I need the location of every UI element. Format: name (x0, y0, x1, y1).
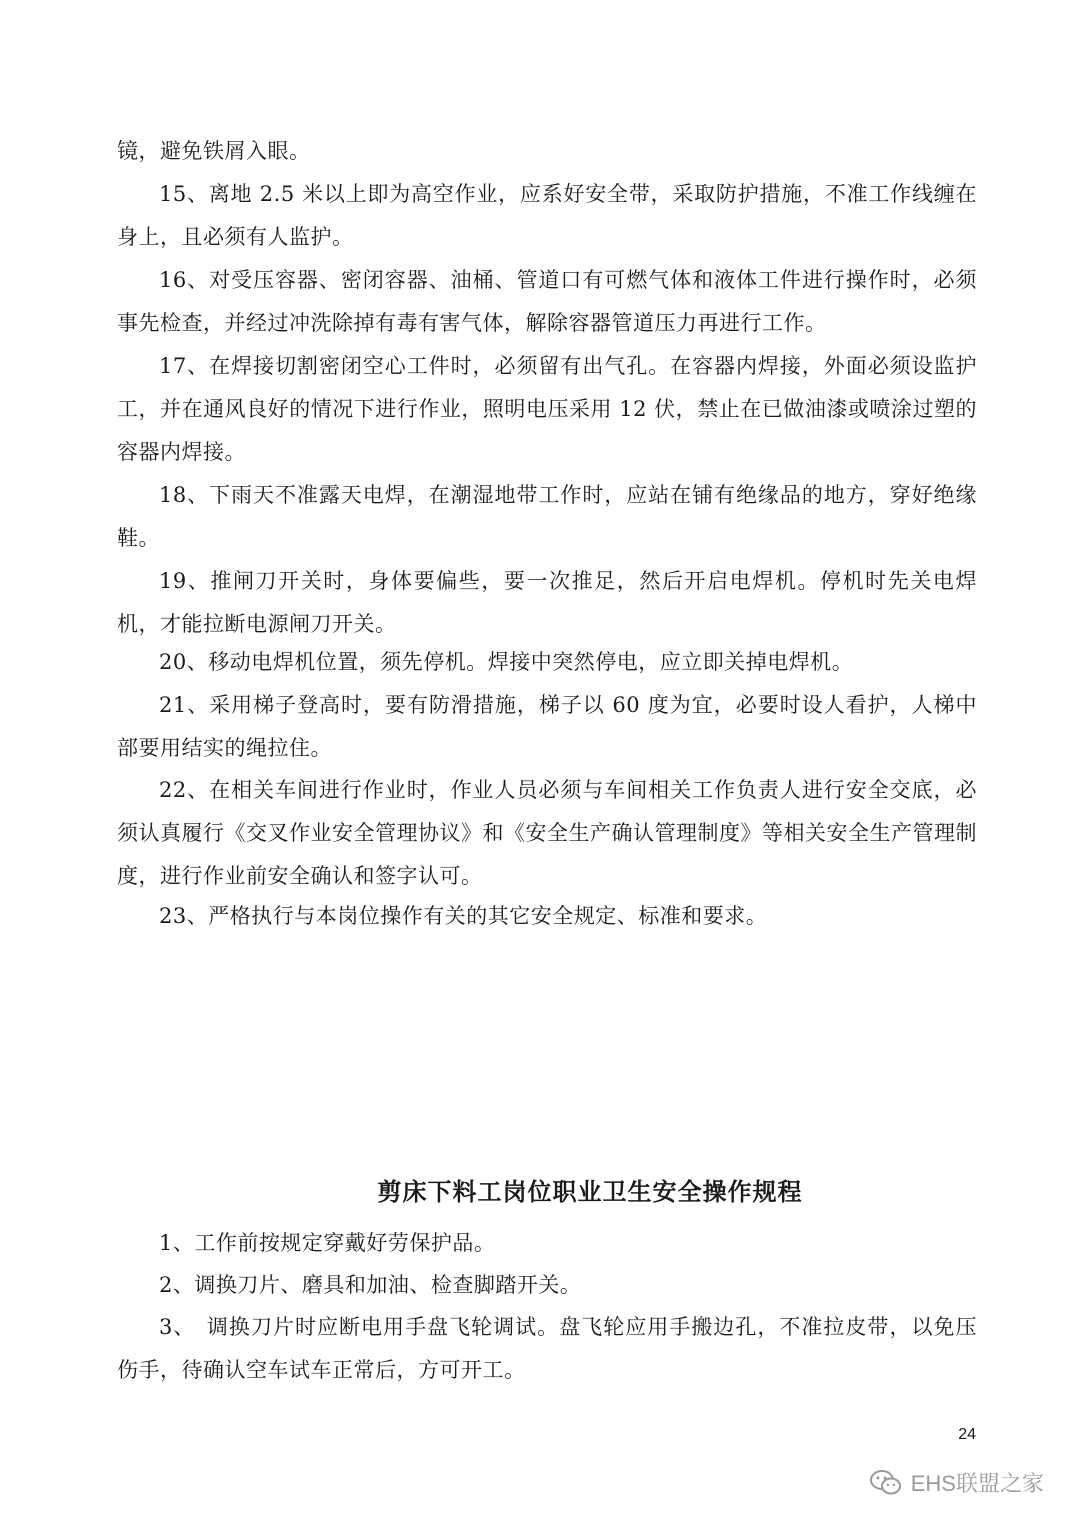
rule-item-19: 19、推闸刀开关时，身体要偏些，要一次推足，然后开启电焊机。停机时先关电焊机，才能拉断电源闸刀开关。 (117, 569, 977, 636)
watermark (869, 1467, 1044, 1498)
rule-item-17: 17、在焊接切割密闭空心工件时，必须留有出气孔。在容器内焊接，外面必须设监护工，并在通风良好的情况下进行作业，照明电压采用 12 伏，禁止在已做油漆或喷涂过塑的容器内焊接。 (117, 354, 977, 464)
section-item-1: 1、工作前按规定穿戴好劳保护品。 (159, 1231, 496, 1255)
page-number: 24 (958, 1426, 976, 1443)
section-item-2: 2、调换刀片、磨具和加油、检查脚踏开关。 (159, 1273, 582, 1297)
continuation-text: 镜，避免铁屑入眼。 (117, 139, 311, 163)
rule-item-20: 20、移动电焊机位置，须先停机。焊接中突然停电，应立即关掉电焊机。 (159, 650, 854, 674)
section-title: 剪床下料工岗位职业卫生安全操作规程 (377, 1177, 803, 1206)
rule-item-18: 18、下雨天不准露天电焊，在潮湿地带工作时，应站在铺有绝缘品的地方，穿好绝缘鞋。 (117, 483, 977, 550)
section-item-3: 3、 调换刀片时应断电用手盘飞轮调试。盘飞轮应用手搬边孔，不准拉皮带，以免压伤手，待确认空车试车正常后，方可开工。 (117, 1315, 977, 1382)
rule-item-15: 15、离地 2.5 米以上即为高空作业，应系好安全带，采取防护措施，不准工作线缠在身上，且必须有人监护。 (117, 182, 977, 249)
rule-item-16: 16、对受压容器、密闭容器、油桶、管道口有可燃气体和液体工件进行操作时，必须事先检查，并经过冲洗除掉有毒有害气体，解除容器管道压力再进行工作。 (117, 268, 977, 335)
wechat-icon (869, 1469, 903, 1497)
rule-item-23: 23、严格执行与本岗位操作有关的其它安全规定、标准和要求。 (159, 904, 768, 928)
rule-item-21: 21、采用梯子登高时，要有防滑措施，梯子以 60 度为宜，必要时设人看护，人梯中部要用结实的绳拉住。 (117, 693, 977, 760)
watermark-text: EHS联盟之家 (910, 1471, 1044, 1496)
rule-item-22: 22、在相关车间进行作业时，作业人员必须与车间相关工作负责人进行安全交底，必须认真履行《交叉作业安全管理协议》和《安全生产确认管理制度》等相关安全生产管理制度，进行作业前安全确认和签字认可。 (117, 778, 977, 888)
